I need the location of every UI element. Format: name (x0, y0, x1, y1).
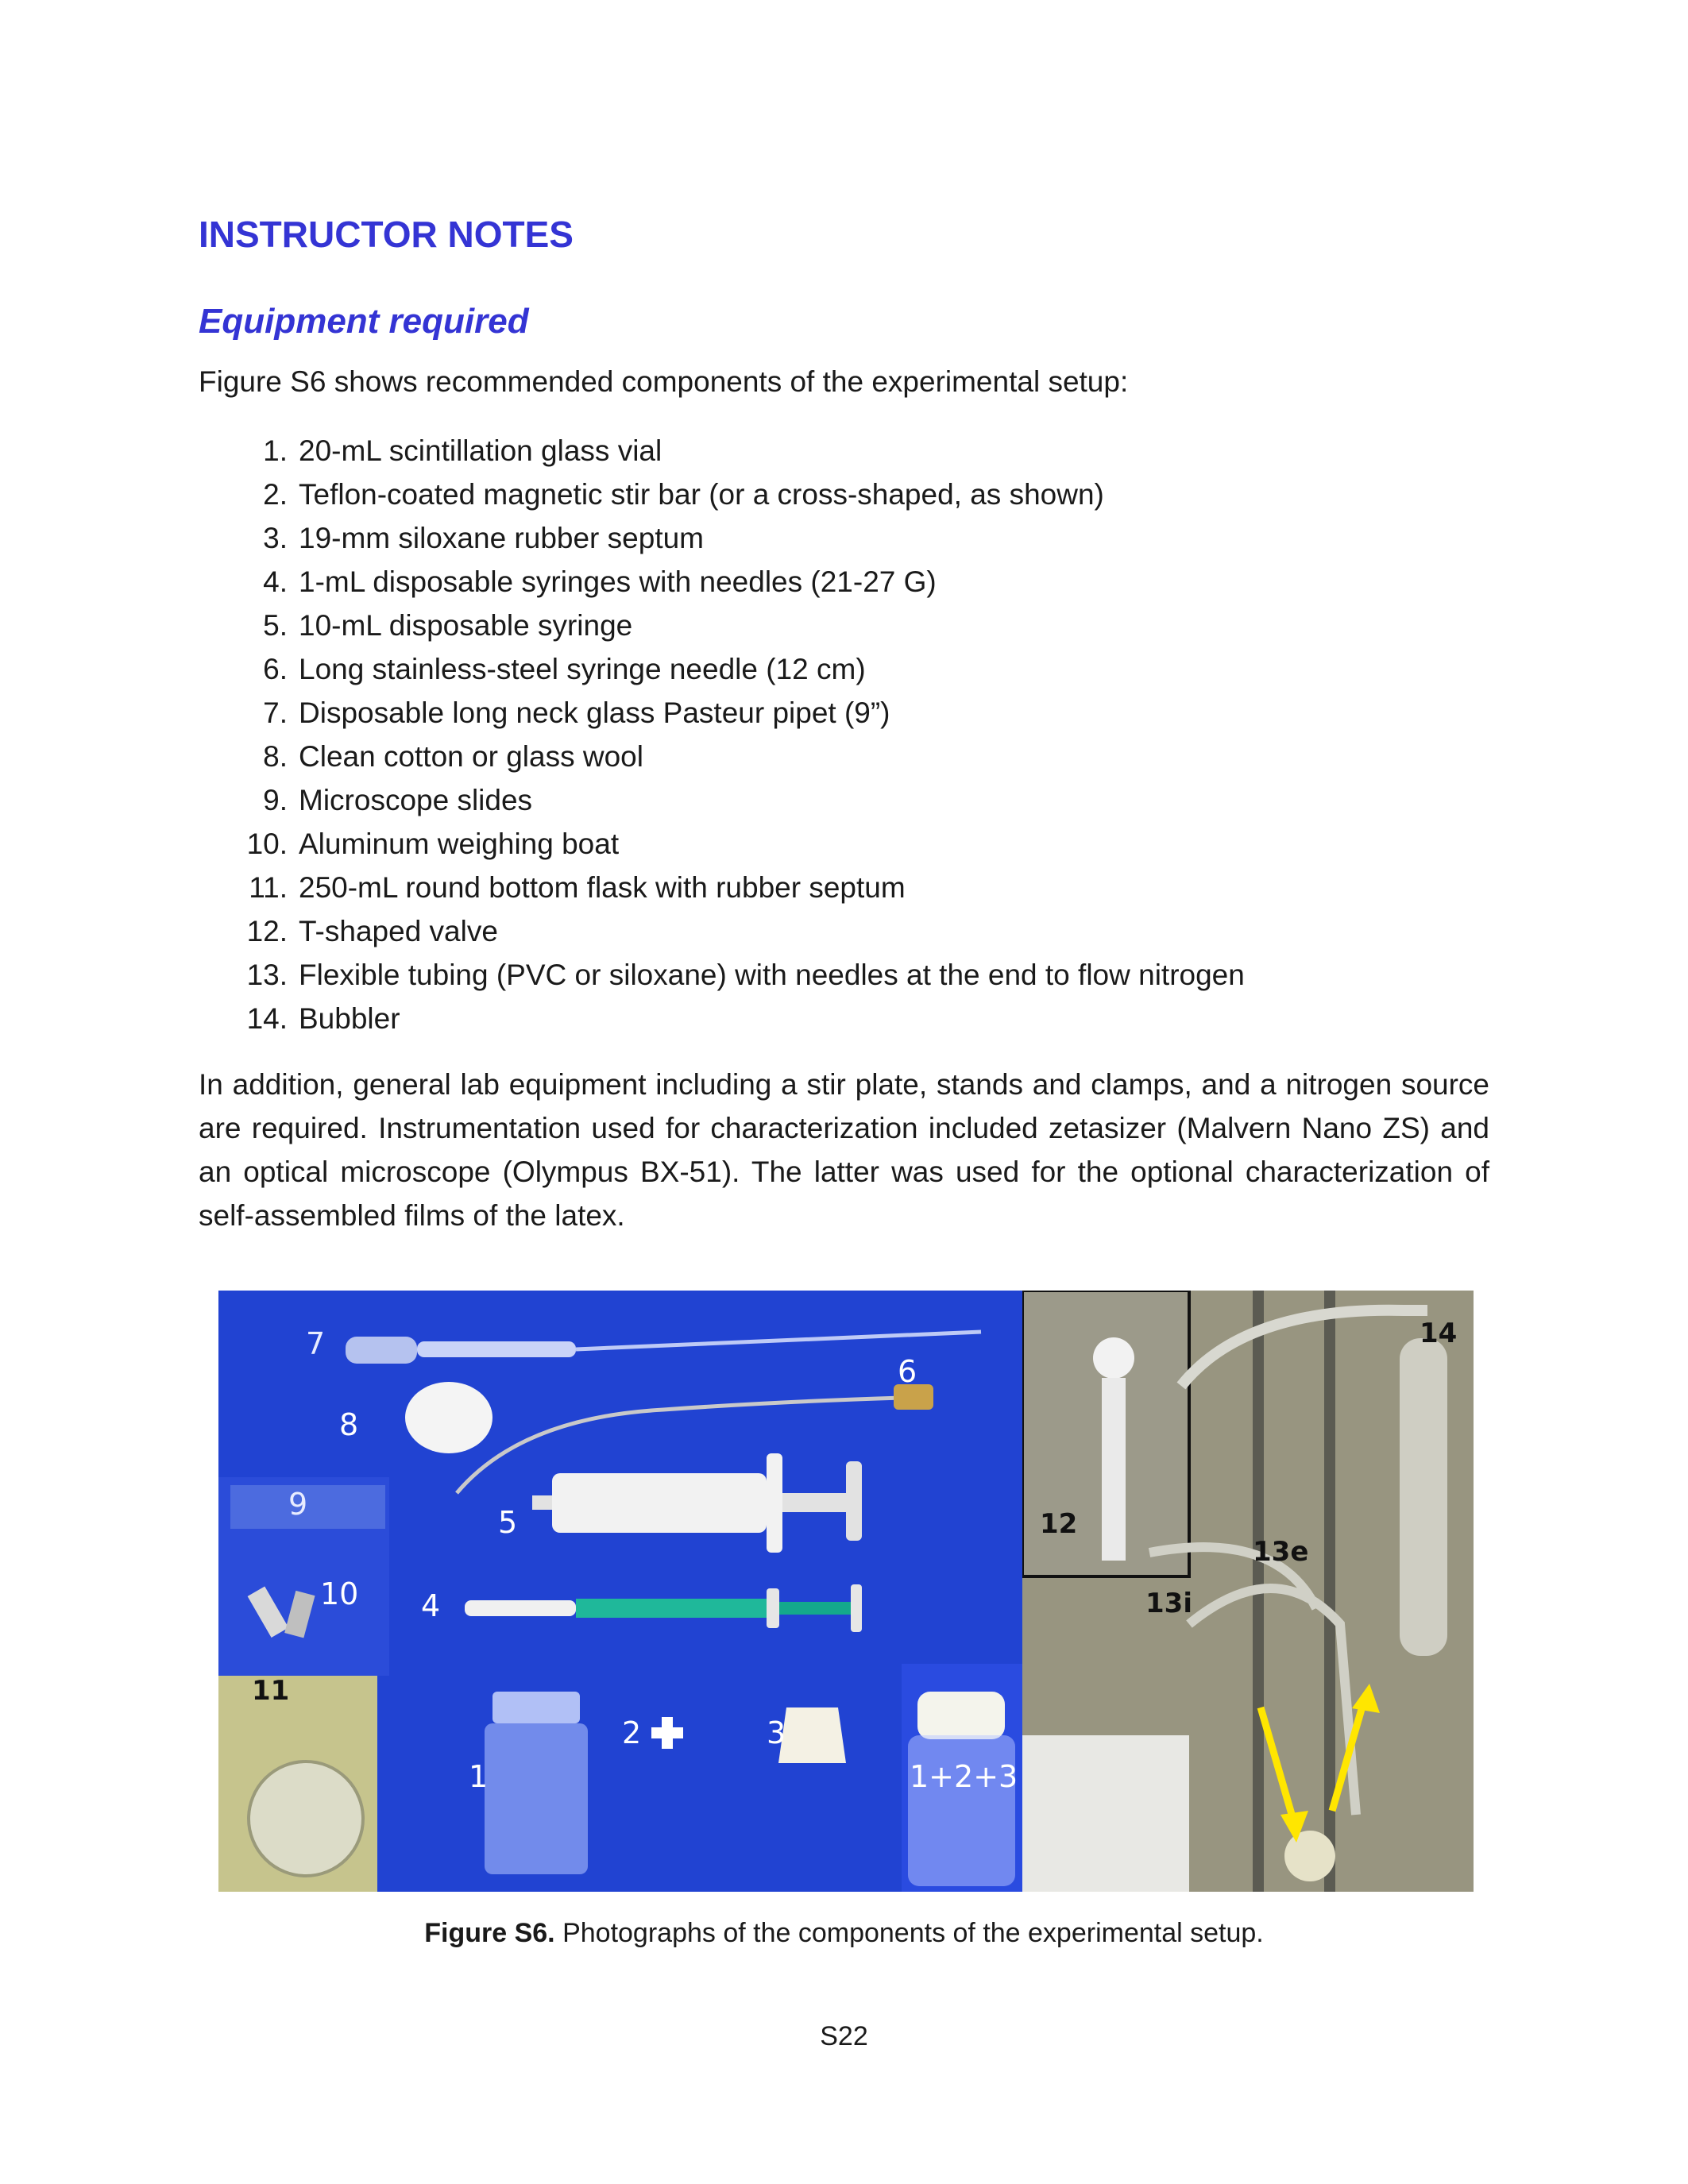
page-heading: INSTRUCTOR NOTES (199, 214, 574, 255)
microscope-slide-shape (230, 1485, 385, 1529)
figure-label: 1 (469, 1759, 489, 1794)
figure-s6 (218, 1291, 1474, 1892)
list-item: 5. 10-mL disposable syringe (263, 609, 633, 642)
cotton-shape (405, 1382, 492, 1453)
figure-label: 5 (498, 1505, 518, 1540)
bubbler-shape (1400, 1338, 1447, 1656)
figure-caption (0, 1918, 1688, 1949)
flask-neck-shape (1284, 1831, 1335, 1881)
figure-label: 10 (320, 1576, 359, 1611)
list-item: 12. T-shaped valve (246, 915, 498, 947)
list-item: 7. Disposable long neck glass Pasteur pipet (9”) (263, 696, 890, 729)
section-subheading: Equipment required (199, 302, 529, 341)
list-item: 10. Aluminum weighing boat (246, 828, 620, 860)
setup-illustration (1022, 1291, 1474, 1892)
figure-label: 7 (306, 1326, 326, 1361)
list-item: 3. 19-mm siloxane rubber septum (263, 522, 704, 554)
figure-label: 8 (339, 1407, 359, 1442)
figure-label: 2 (622, 1715, 642, 1750)
setup-photo (1022, 1291, 1474, 1892)
list-item: 8. Clean cotton or glass wool (263, 740, 643, 773)
figure-label: 11 (252, 1675, 290, 1707)
list-item: 11. 250-mL round bottom flask with rubber septum (249, 871, 906, 904)
figure-label: 14 (1420, 1318, 1458, 1349)
page-number: S22 (820, 2021, 868, 2051)
list-item: 4. 1-mL disposable syringes with needles (21-27 G) (263, 565, 937, 598)
figure-label: 4 (421, 1588, 441, 1623)
list-item: 13. Flexible tubing (PVC or siloxane) with needles at the end to flow nitrogen (246, 959, 1245, 991)
body-paragraph: In addition, general lab equipment including a stir plate, stands and clamps, and a nitrogen source are required. Instrumentation used for characterization included zetasizer (Malvern Nano ZS) and an optical microscope (Olympus BX-51). The latter was used for the optional characterization of self-assembled films of the latex. (199, 1068, 1489, 1232)
list-item: 6. Long stainless-steel syringe needle (12 cm) (263, 653, 866, 685)
figure-label: 6 (898, 1354, 917, 1389)
components-photo (218, 1291, 1022, 1892)
t-valve-tube (1102, 1378, 1126, 1561)
figure-label: 13i (1145, 1588, 1192, 1619)
caption-text: Photographs of the components of the experimental setup. (554, 1918, 1264, 1948)
septum-shape (778, 1707, 846, 1763)
components-illustration (218, 1291, 1022, 1892)
list-item: 14. Bubbler (246, 1002, 400, 1035)
caption-label: Figure S6. (424, 1918, 555, 1948)
vial-shape (485, 1692, 588, 1874)
list-item: 9. Microscope slides (263, 784, 533, 816)
t-valve-shape (1093, 1337, 1134, 1379)
list-item: 2. Teflon-coated magnetic stir bar (or a cross-shaped, as shown) (263, 478, 1104, 511)
figure-label: 12 (1040, 1508, 1078, 1540)
figure-label: 1+2+3 (910, 1759, 1018, 1794)
figure-label: 9 (288, 1487, 308, 1522)
styrofoam-box (1022, 1735, 1189, 1892)
figure-label: 13e (1253, 1536, 1309, 1568)
figure-label: 3 (767, 1715, 786, 1750)
intro-text: Figure S6 shows recommended components of the experimental setup: (199, 365, 1129, 398)
equipment-list (199, 429, 1245, 1040)
flask-shape (249, 1761, 363, 1876)
list-item: 1. 20-mL scintillation glass vial (263, 434, 662, 467)
